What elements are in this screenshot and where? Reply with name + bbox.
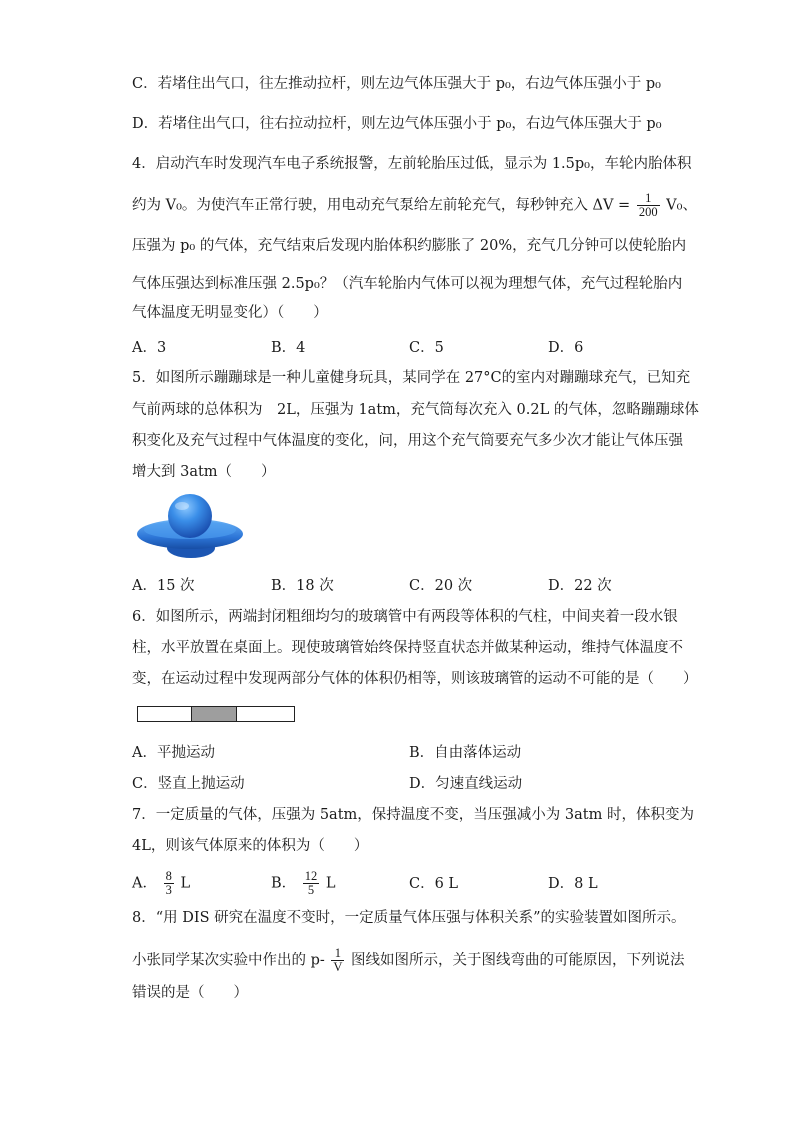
q5-line-1: 5．如图所示蹦蹦球是一种儿童健身玩具，某同学在 27°C的室内对蹦蹦球充气，已知充: [132, 370, 691, 386]
q7-option-b-num: 12: [304, 869, 318, 883]
q8-line-2: [132, 947, 685, 974]
q7-option-a: [132, 870, 190, 897]
q5-line-2: 气前两球的总体积为 2L，压强为 1atm，充气筒每次充入 0.2L 的气体，忽略蹦蹦球体: [132, 402, 699, 418]
q8-line-2-tail: 图线如图所示，关于图线弯曲的可能原因，下列说法: [351, 952, 685, 969]
q3-option-c: C．若堵住出气口，往左推动拉杆，则左边气体压强大于 p₀，右边气体压强小于 p₀: [132, 76, 661, 92]
q4-line-3: 压强为 p₀ 的气体，充气结束后发现内胎体积约膨胀了 20%，充气几分钟可以使轮胎内: [132, 238, 687, 254]
q8-line-2-text: 小张同学某次实验中作出的 p-: [132, 952, 325, 969]
q8-fraction: [331, 947, 344, 974]
q7-option-b-label: B．: [271, 875, 297, 892]
bounce-ball-image: [134, 492, 246, 562]
q5-option-b: B．18 次: [271, 578, 334, 594]
q5-line-3: 积变化及充气过程中气体温度的变化，问，用这个充气筒要充气多少次才能让气体压强: [132, 433, 683, 449]
q7-option-a-num: 8: [165, 869, 172, 883]
q8-line-3: 错误的是（ ）: [132, 985, 248, 1001]
q7-option-b-unit: L: [325, 875, 336, 892]
q5-option-a: A．15 次: [132, 578, 195, 594]
q4-line-4: 气体压强达到标准压强 2.5p₀？（汽车轮胎内气体可以视为理想气体，充气过程轮胎内: [132, 276, 683, 292]
q5-option-d: D．22 次: [548, 578, 612, 594]
q7-option-a-unit: L: [180, 875, 191, 892]
q6-option-d: D．匀速直线运动: [409, 776, 523, 792]
q6-option-c: C．竖直上抛运动: [132, 776, 245, 792]
q7-option-c: C．6 L: [409, 876, 459, 892]
mercury-column: [191, 707, 237, 721]
q5-line-4: 增大到 3atm（ ）: [132, 464, 276, 480]
q7-option-b: [271, 870, 336, 897]
q6-option-b: B．自由落体运动: [409, 745, 522, 761]
q4-line-2: [132, 192, 697, 219]
q7-option-b-den: 5: [307, 883, 315, 897]
glass-tube-diagram: [137, 706, 295, 722]
q4-fraction-den: 200: [638, 205, 658, 219]
q7-option-d: D．8 L: [548, 876, 598, 892]
q5-option-c: C．20 次: [409, 578, 473, 594]
q7-option-a-den: 3: [165, 883, 172, 897]
q7-option-a-fraction: [164, 870, 174, 897]
q6-option-a: A．平抛运动: [132, 745, 215, 761]
q8-line-1: 8．“用 DIS 研究在温度不变时，一定质量气体压强与体积关系”的实验装置如图所示。: [132, 910, 686, 926]
q6-line-3: 变，在运动过程中发现两部分气体的体积仍相等，则该玻璃管的运动不可能的是（ ）: [132, 671, 698, 687]
q7-line-2: 4L，则该气体原来的体积为（ ）: [132, 838, 369, 854]
q8-fraction-num: 1: [331, 947, 344, 961]
q7-option-b-fraction: [303, 870, 320, 897]
q7-option-a-label: A．: [132, 875, 157, 892]
q4-fraction: [637, 192, 660, 219]
q4-fraction-num: 1: [637, 192, 660, 206]
q7-line-1: 7．一定质量的气体，压强为 5atm，保持温度不变，当压强减小为 3atm 时，体积变为: [132, 807, 694, 823]
q4-line-1: 4．启动汽车时发现汽车电子系统报警，左前轮胎压过低，显示为 1.5p₀，车轮内胎体积: [132, 156, 692, 172]
q4-line-2-tail: V₀、: [666, 197, 697, 214]
q8-fraction-den: V: [333, 960, 343, 974]
q4-line-5: 气体温度无明显变化）（ ）: [132, 305, 328, 321]
q4-option-c: C．5: [409, 340, 444, 356]
q3-option-d: D．若堵住出气口，往右拉动拉杆，则左边气体压强小于 p₀，右边气体压强大于 p₀: [132, 116, 662, 132]
q4-option-d: D．6: [548, 340, 584, 356]
q4-option-a: A．3: [132, 340, 167, 356]
q4-option-b: B．4: [271, 340, 306, 356]
q6-line-1: 6．如图所示，两端封闭粗细均匀的玻璃管中有两段等体积的气柱，中间夹着一段水银: [132, 609, 678, 625]
q6-line-2: 柱，水平放置在桌面上。现使玻璃管始终保持竖直状态并做某种运动，维持气体温度不: [132, 640, 683, 656]
q4-line-2-text: 约为 V₀。为使汽车正常行驶，用电动充气泵给左前轮充气，每秒钟充入 ΔV =: [132, 197, 631, 214]
